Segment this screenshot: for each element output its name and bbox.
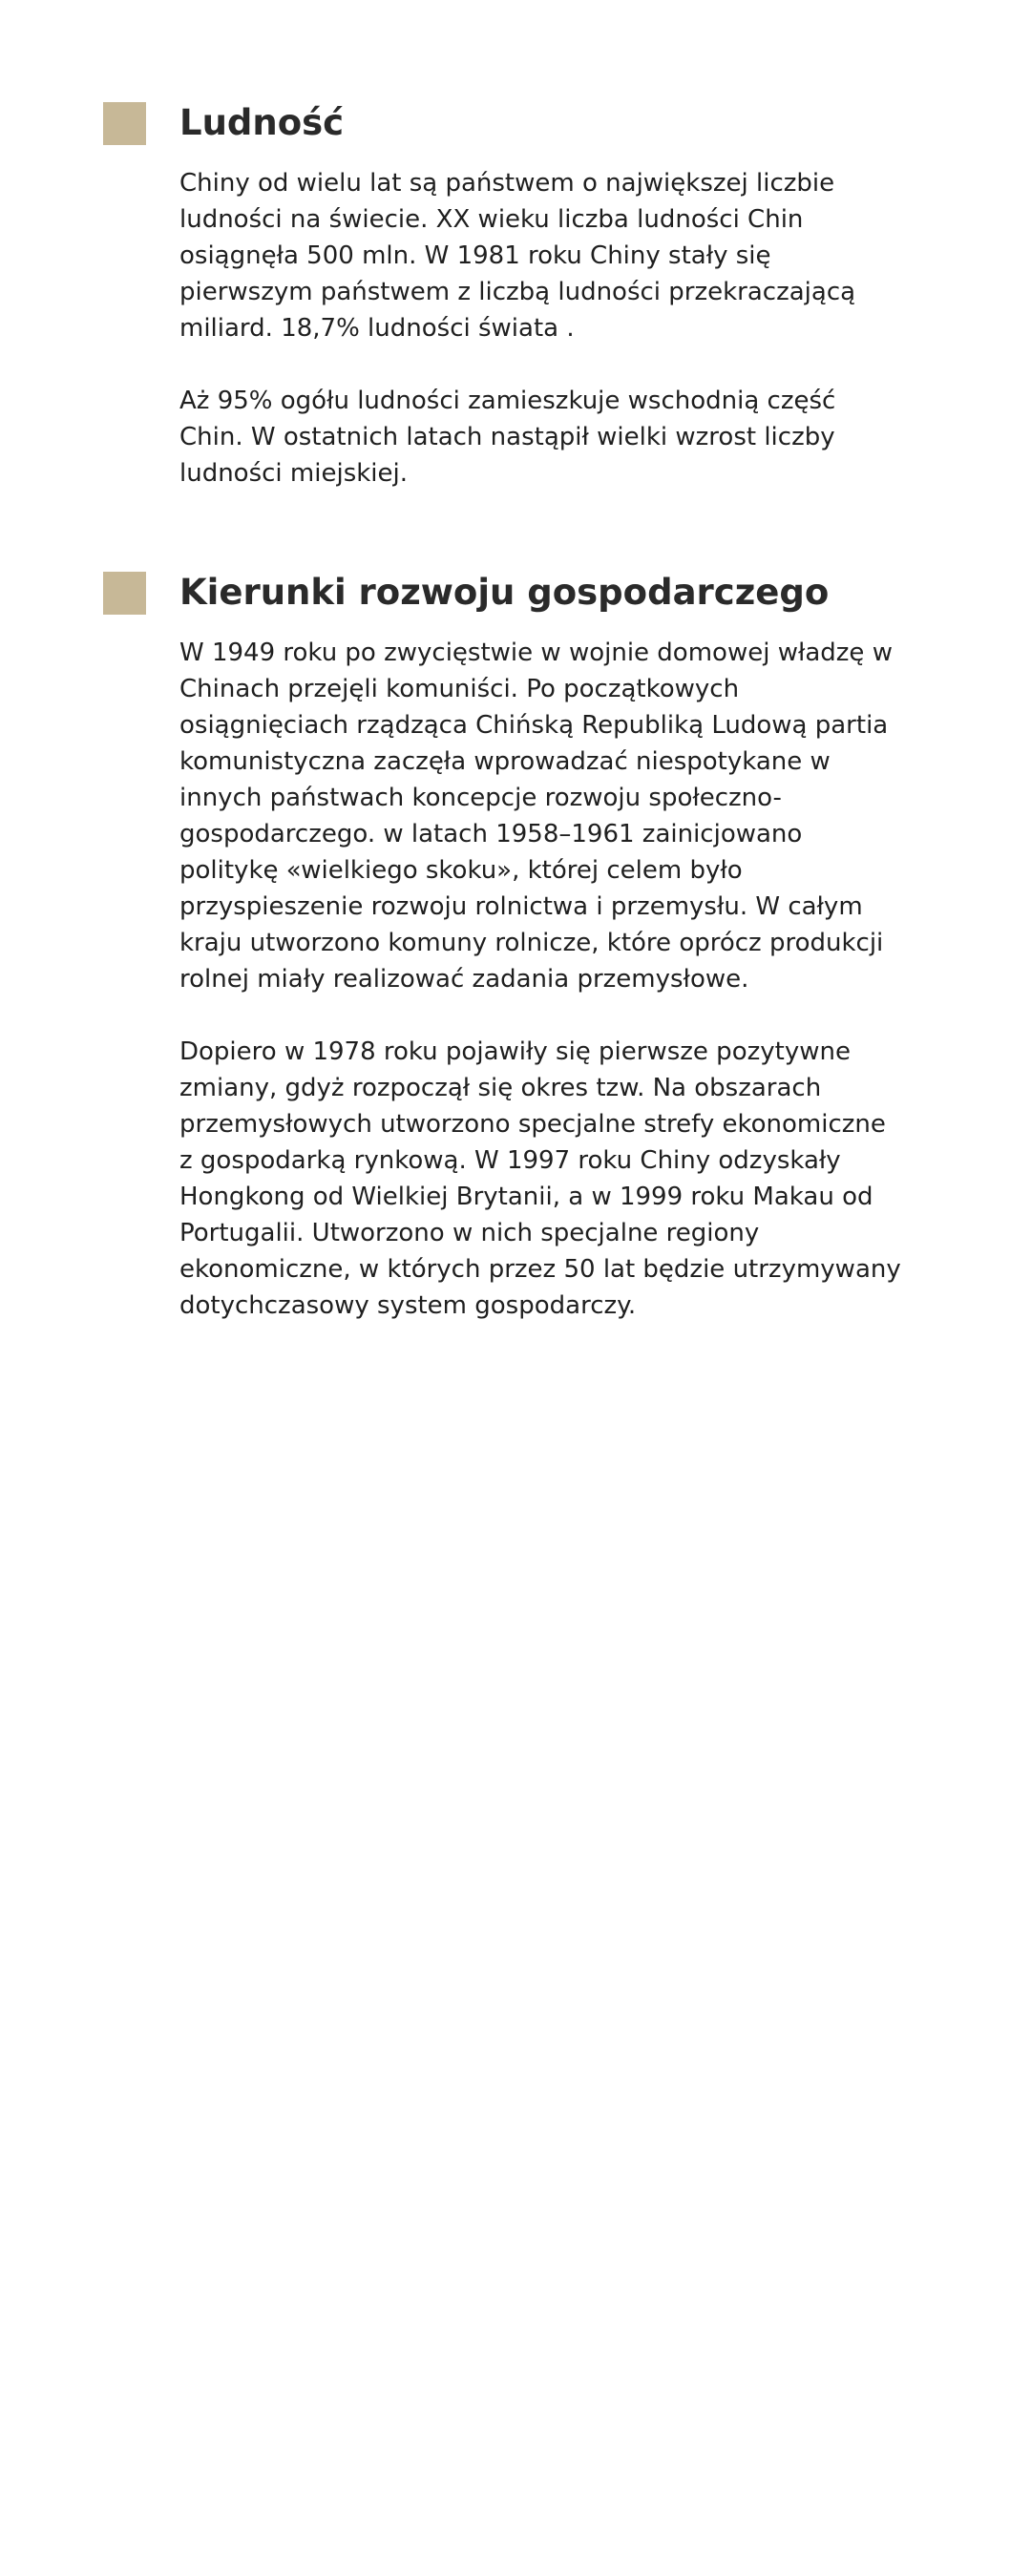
section-body xyxy=(179,165,905,492)
section-title: Ludność xyxy=(179,102,345,143)
section-marker xyxy=(103,102,146,145)
section-title: Kierunki rozwoju gospodarczego xyxy=(179,572,830,613)
section-marker xyxy=(103,572,146,615)
section-body xyxy=(179,635,905,1324)
paragraph: Chiny od wielu lat są państwem o największej liczbie ludności na świecie. XX wieku liczba ludności Chin osiągnęła 500 mln. W 1981 roku Chiny stały się pierwszym państwem z liczbą ludności przekraczającą miliard. 18,7% ludności świata . xyxy=(179,169,856,343)
paragraph: W 1949 roku po zwycięstwie w wojnie domowej władzę w Chinach przejęli komuniści. Po początkowych osiągnięciach rządząca Chińską Republiką Ludową partia komunistyczna zaczęła wprowadzać niespotykane w innych państwach koncepcje rozwoju społeczno-gospodarczego. w latach 1958–1961 zainicjowano politykę «wielkiego skoku», której celem było przyspieszenie rozwoju rolnictwa i przemysłu. W całym kraju utworzono komuny rolnicze, które oprócz produkcji rolnej miały realizować zadania przemysłowe. xyxy=(179,639,893,994)
paragraph: Aż 95% ogółu ludności zamieszkuje wschodnią część Chin. W ostatnich latach nastąpił wielki wzrost liczby ludności miejskiej. xyxy=(179,387,836,488)
paragraph: Dopiero w 1978 roku pojawiły się pierwsze pozytywne zmiany, gdyż rozpoczął się okres tzw. Na obszarach przemysłowych utworzono specjalne strefy ekonomiczne z gospodarką rynkową. W 1997 roku Chiny odzyskały Hongkong od Wielkiej Brytanii, a w 1999 roku Makau od Portugalii. Utworzono w nich specjalne regiony ekonomiczne, w których przez 50 lat będzie utrzymywany dotychczasowy system gospodarczy. xyxy=(179,1037,901,1320)
